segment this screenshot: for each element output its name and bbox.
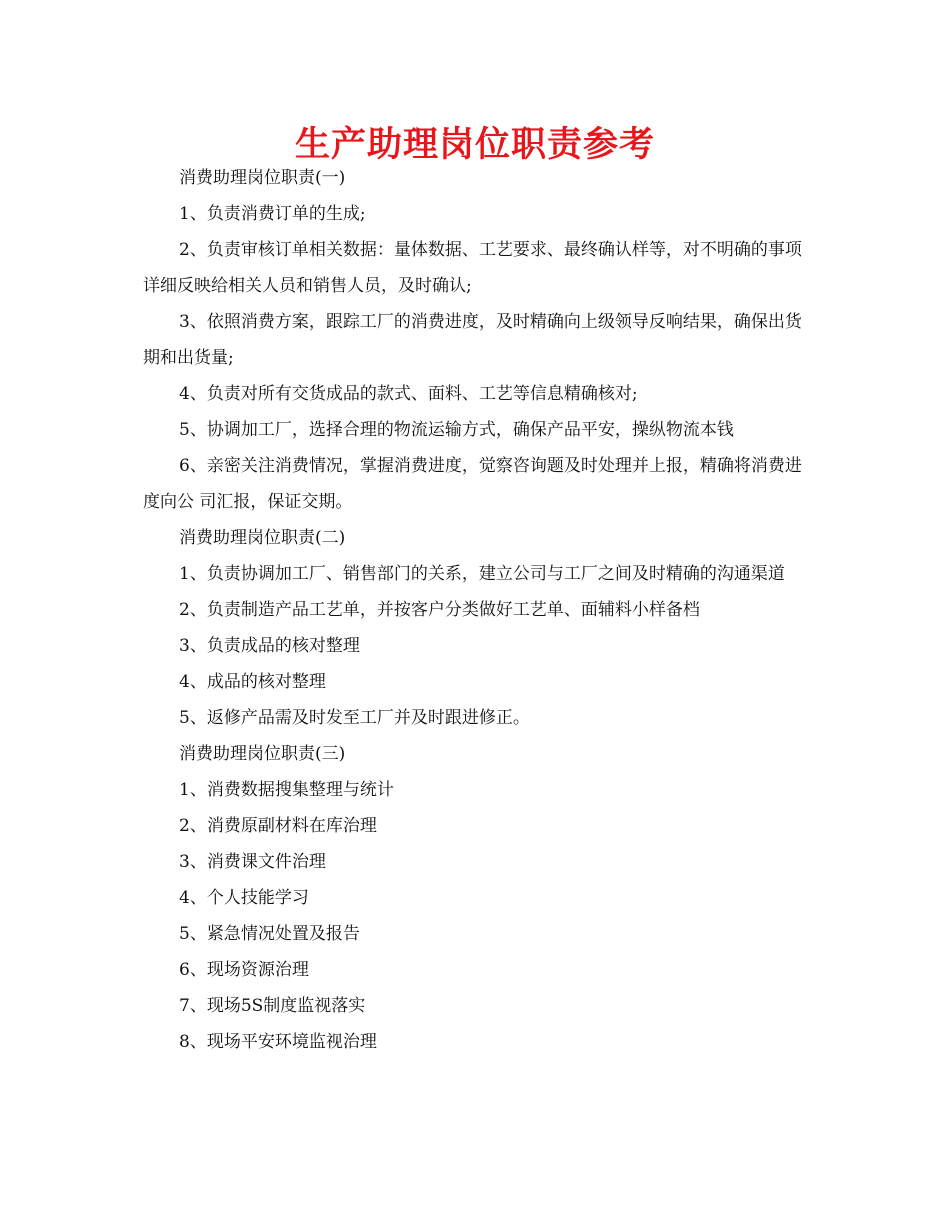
paragraph: 1、负责协调加工厂、销售部门的关系，建立公司与工厂之间及时精确的沟通渠道	[179, 564, 785, 584]
section-heading: 消费助理岗位职责(三)	[179, 744, 346, 764]
paragraph: 3、消费课文件治理	[179, 852, 326, 872]
paragraph: 5、协调加工厂，选择合理的物流运输方式，确保产品平安，操纵物流本钱	[179, 420, 734, 440]
paragraph: 1、消费数据搜集整理与统计	[179, 780, 394, 800]
document-title: 生产助理岗位职责参考	[294, 125, 655, 165]
paragraph: 4、个人技能学习	[179, 888, 309, 908]
paragraph: 2、负责审核订单相关数据：量体数据、工艺要求、最终确认样等，对不明确的事项详细反映给相关人员和销售人员，及时确认;	[143, 240, 802, 296]
section-heading: 消费助理岗位职责(二)	[179, 528, 346, 548]
paragraph: 3、依照消费方案，跟踪工厂的消费进度，及时精确向上级领导反响结果，确保出货期和出货量;	[143, 312, 802, 368]
paragraph: 6、亲密关注消费情况，掌握消费进度，觉察咨询题及时处理并上报，精确将消费进度向公 司汇报，保证交期。	[143, 456, 802, 512]
paragraph: 2、消费原副材料在库治理	[179, 816, 377, 836]
paragraph: 8、现场平安环境监视治理	[179, 1032, 377, 1052]
section-heading: 消费助理岗位职责(一)	[179, 168, 346, 188]
paragraph: 4、负责对所有交货成品的款式、面料、工艺等信息精确核对;	[179, 384, 638, 404]
paragraph: 6、现场资源治理	[179, 960, 309, 980]
document-body	[143, 160, 807, 1060]
paragraph: 4、成品的核对整理	[179, 672, 326, 692]
paragraph: 2、负责制造产品工艺单，并按客户分类做好工艺单、面辅料小样备档	[179, 600, 700, 620]
paragraph: 5、返修产品需及时发至工厂并及时跟进修正。	[179, 708, 530, 728]
paragraph: 1、负责消费订单的生成;	[179, 204, 366, 224]
paragraph: 3、负责成品的核对整理	[179, 636, 360, 656]
paragraph: 5、紧急情况处置及报告	[179, 924, 360, 944]
paragraph: 7、现场5S制度监视落实	[179, 996, 366, 1016]
